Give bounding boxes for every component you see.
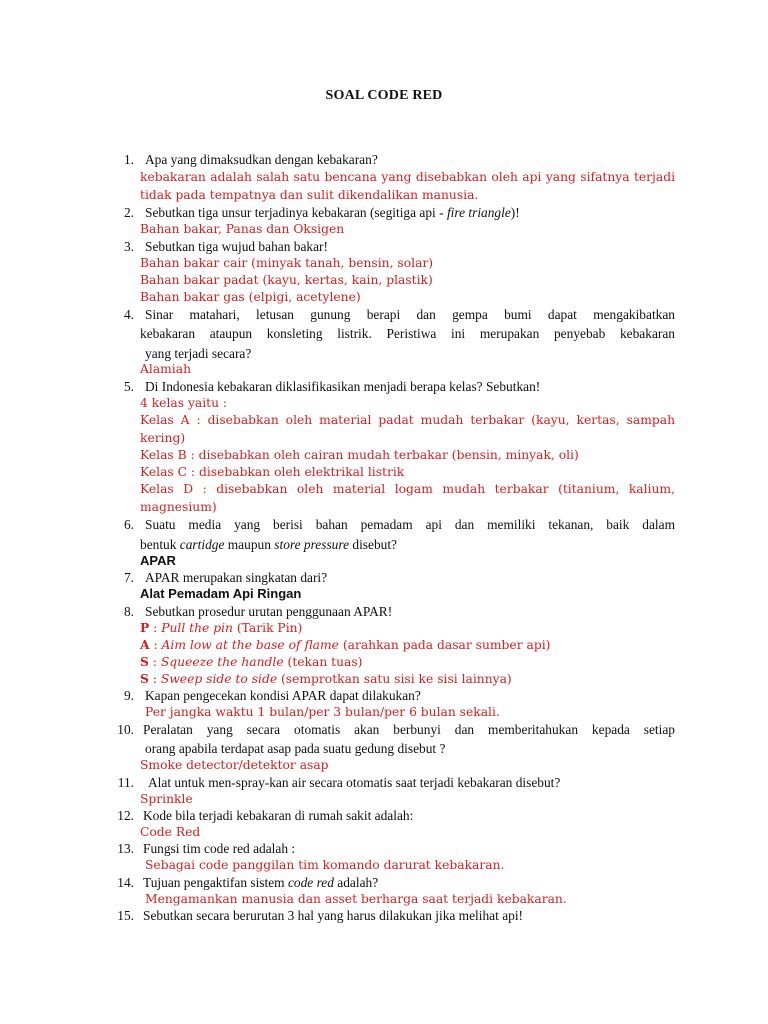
question-10-line: Peralatan yang secara otomatis akan berbunyi dan memberitahukan kepada setiap bbox=[143, 722, 675, 737]
answer-8-step: P : Pull the pin (Tarik Pin) bbox=[140, 620, 303, 635]
question-number: 1. bbox=[123, 152, 134, 167]
answer-5-line: kering) bbox=[140, 431, 186, 445]
answer-14: Mengamankan manusia dan asset berharga saat terjadi kebakaran. bbox=[145, 892, 567, 906]
answer-5-line: Kelas C : disebabkan oleh elektrikal listrik bbox=[140, 465, 405, 479]
question-number: 13. bbox=[117, 841, 134, 856]
question-3: Sebutkan tiga wujud bahan bakar! bbox=[145, 239, 328, 254]
answer-10: Smoke detector/detektor asap bbox=[140, 758, 329, 772]
question-number: 15. bbox=[117, 908, 134, 923]
answer-5-line: Kelas B : disebabkan oleh cairan mudah terbakar (bensin, minyak, oli) bbox=[140, 448, 579, 462]
question-number: 6. bbox=[123, 517, 134, 532]
answer-6: APAR bbox=[140, 553, 176, 568]
question-6-line: Suatu media yang berisi bahan pemadam api dan memiliki tekanan, baik dalam bbox=[145, 517, 675, 532]
question-2: Sebutkan tiga unsur terjadinya kebakaran (segitiga api - fire triangle)! bbox=[145, 205, 520, 220]
question-14: Tujuan pengaktifan sistem code red adalah? bbox=[143, 875, 379, 890]
question-number: 14. bbox=[117, 875, 134, 890]
question-number: 4. bbox=[123, 307, 134, 322]
answer-2: Bahan bakar, Panas dan Oksigen bbox=[140, 222, 345, 236]
question-11: Alat untuk men-spray-kan air secara otomatis saat terjadi kebakaran disebut? bbox=[148, 775, 561, 790]
question-number: 2. bbox=[123, 205, 134, 220]
question-number: 9. bbox=[123, 688, 134, 703]
answer-13: Sebagai code panggilan tim komando darurat kebakaran. bbox=[145, 858, 505, 872]
question-9: Kapan pengecekan kondisi APAR dapat dilakukan? bbox=[145, 688, 421, 703]
question-6-line: bentuk cartidge maupun store pressure disebut? bbox=[140, 537, 398, 552]
answer-3-line: Bahan bakar cair (minyak tanah, bensin, solar) bbox=[140, 256, 434, 270]
answer-8-step: S : Sweep side to side (semprotkan satu sisi ke sisi lainnya) bbox=[140, 671, 512, 686]
question-number: 8. bbox=[123, 604, 134, 619]
question-1: Apa yang dimaksudkan dengan kebakaran? bbox=[145, 152, 378, 167]
question-number: 3. bbox=[123, 239, 134, 254]
question-4-line: kebakaran ataupun konsleting listrik. Peristiwa ini merupakan penyebab kebakaran bbox=[140, 326, 675, 341]
answer-3-line: Bahan bakar padat (kayu, kertas, kain, plastik) bbox=[140, 273, 433, 287]
question-number: 10. bbox=[117, 722, 134, 737]
question-7: APAR merupakan singkatan dari? bbox=[145, 570, 328, 585]
question-4-line: yang terjadi secara? bbox=[145, 346, 252, 361]
question-number: 5. bbox=[123, 379, 134, 394]
question-4-line: Sinar matahari, letusan gunung berapi dan gempa bumi dapat mengakibatkan bbox=[145, 307, 675, 322]
question-12: Kode bila terjadi kebakaran di rumah sakit adalah: bbox=[143, 808, 414, 823]
answer-1-line: kebakaran adalah salah satu bencana yang disebabkan oleh api yang sifatnya terjadi bbox=[140, 170, 675, 184]
answer-8-step: S : Squeeze the handle (tekan tuas) bbox=[140, 654, 363, 669]
question-13: Fungsi tim code red adalah : bbox=[143, 841, 296, 856]
question-8: Sebutkan prosedur urutan penggunaan APAR! bbox=[145, 604, 393, 619]
answer-9: Per jangka waktu 1 bulan/per 3 bulan/per 6 bulan sekali. bbox=[145, 705, 500, 719]
page-title: SOAL CODE RED bbox=[325, 88, 443, 103]
answer-5-line: Kelas A : disebabkan oleh material padat mudah terbakar (kayu, kertas, sampah bbox=[140, 413, 675, 427]
question-number: 12. bbox=[117, 808, 134, 823]
answer-1-line: tidak pada tempatnya dan sulit dikendalikan manusia. bbox=[140, 188, 479, 202]
answer-8-step: A : Aim low at the base of flame (arahkan pada dasar sumber api) bbox=[140, 637, 551, 652]
answer-12: Code Red bbox=[140, 825, 201, 839]
question-5: Di Indonesia kebakaran diklasifikasikan menjadi berapa kelas? Sebutkan! bbox=[145, 379, 541, 394]
answer-7: Alat Pemadam Api Ringan bbox=[140, 586, 302, 601]
answer-4: Alamiah bbox=[140, 362, 191, 376]
answer-5-line: magnesium) bbox=[140, 500, 217, 514]
answer-11: Sprinkle bbox=[140, 792, 193, 806]
answer-5-line: 4 kelas yaitu : bbox=[140, 396, 228, 410]
question-number: 11. bbox=[117, 775, 134, 790]
answer-5-line: Kelas D : disebabkan oleh material logam mudah terbakar (titanium, kalium, bbox=[140, 482, 675, 496]
question-15: Sebutkan secara berurutan 3 hal yang harus dilakukan jika melihat api! bbox=[143, 908, 524, 923]
question-number: 7. bbox=[123, 570, 134, 585]
answer-3-line: Bahan bakar gas (elpigi, acetylene) bbox=[140, 290, 361, 304]
question-10-line: orang apabila terdapat asap pada suatu gedung disebut ? bbox=[145, 741, 446, 756]
